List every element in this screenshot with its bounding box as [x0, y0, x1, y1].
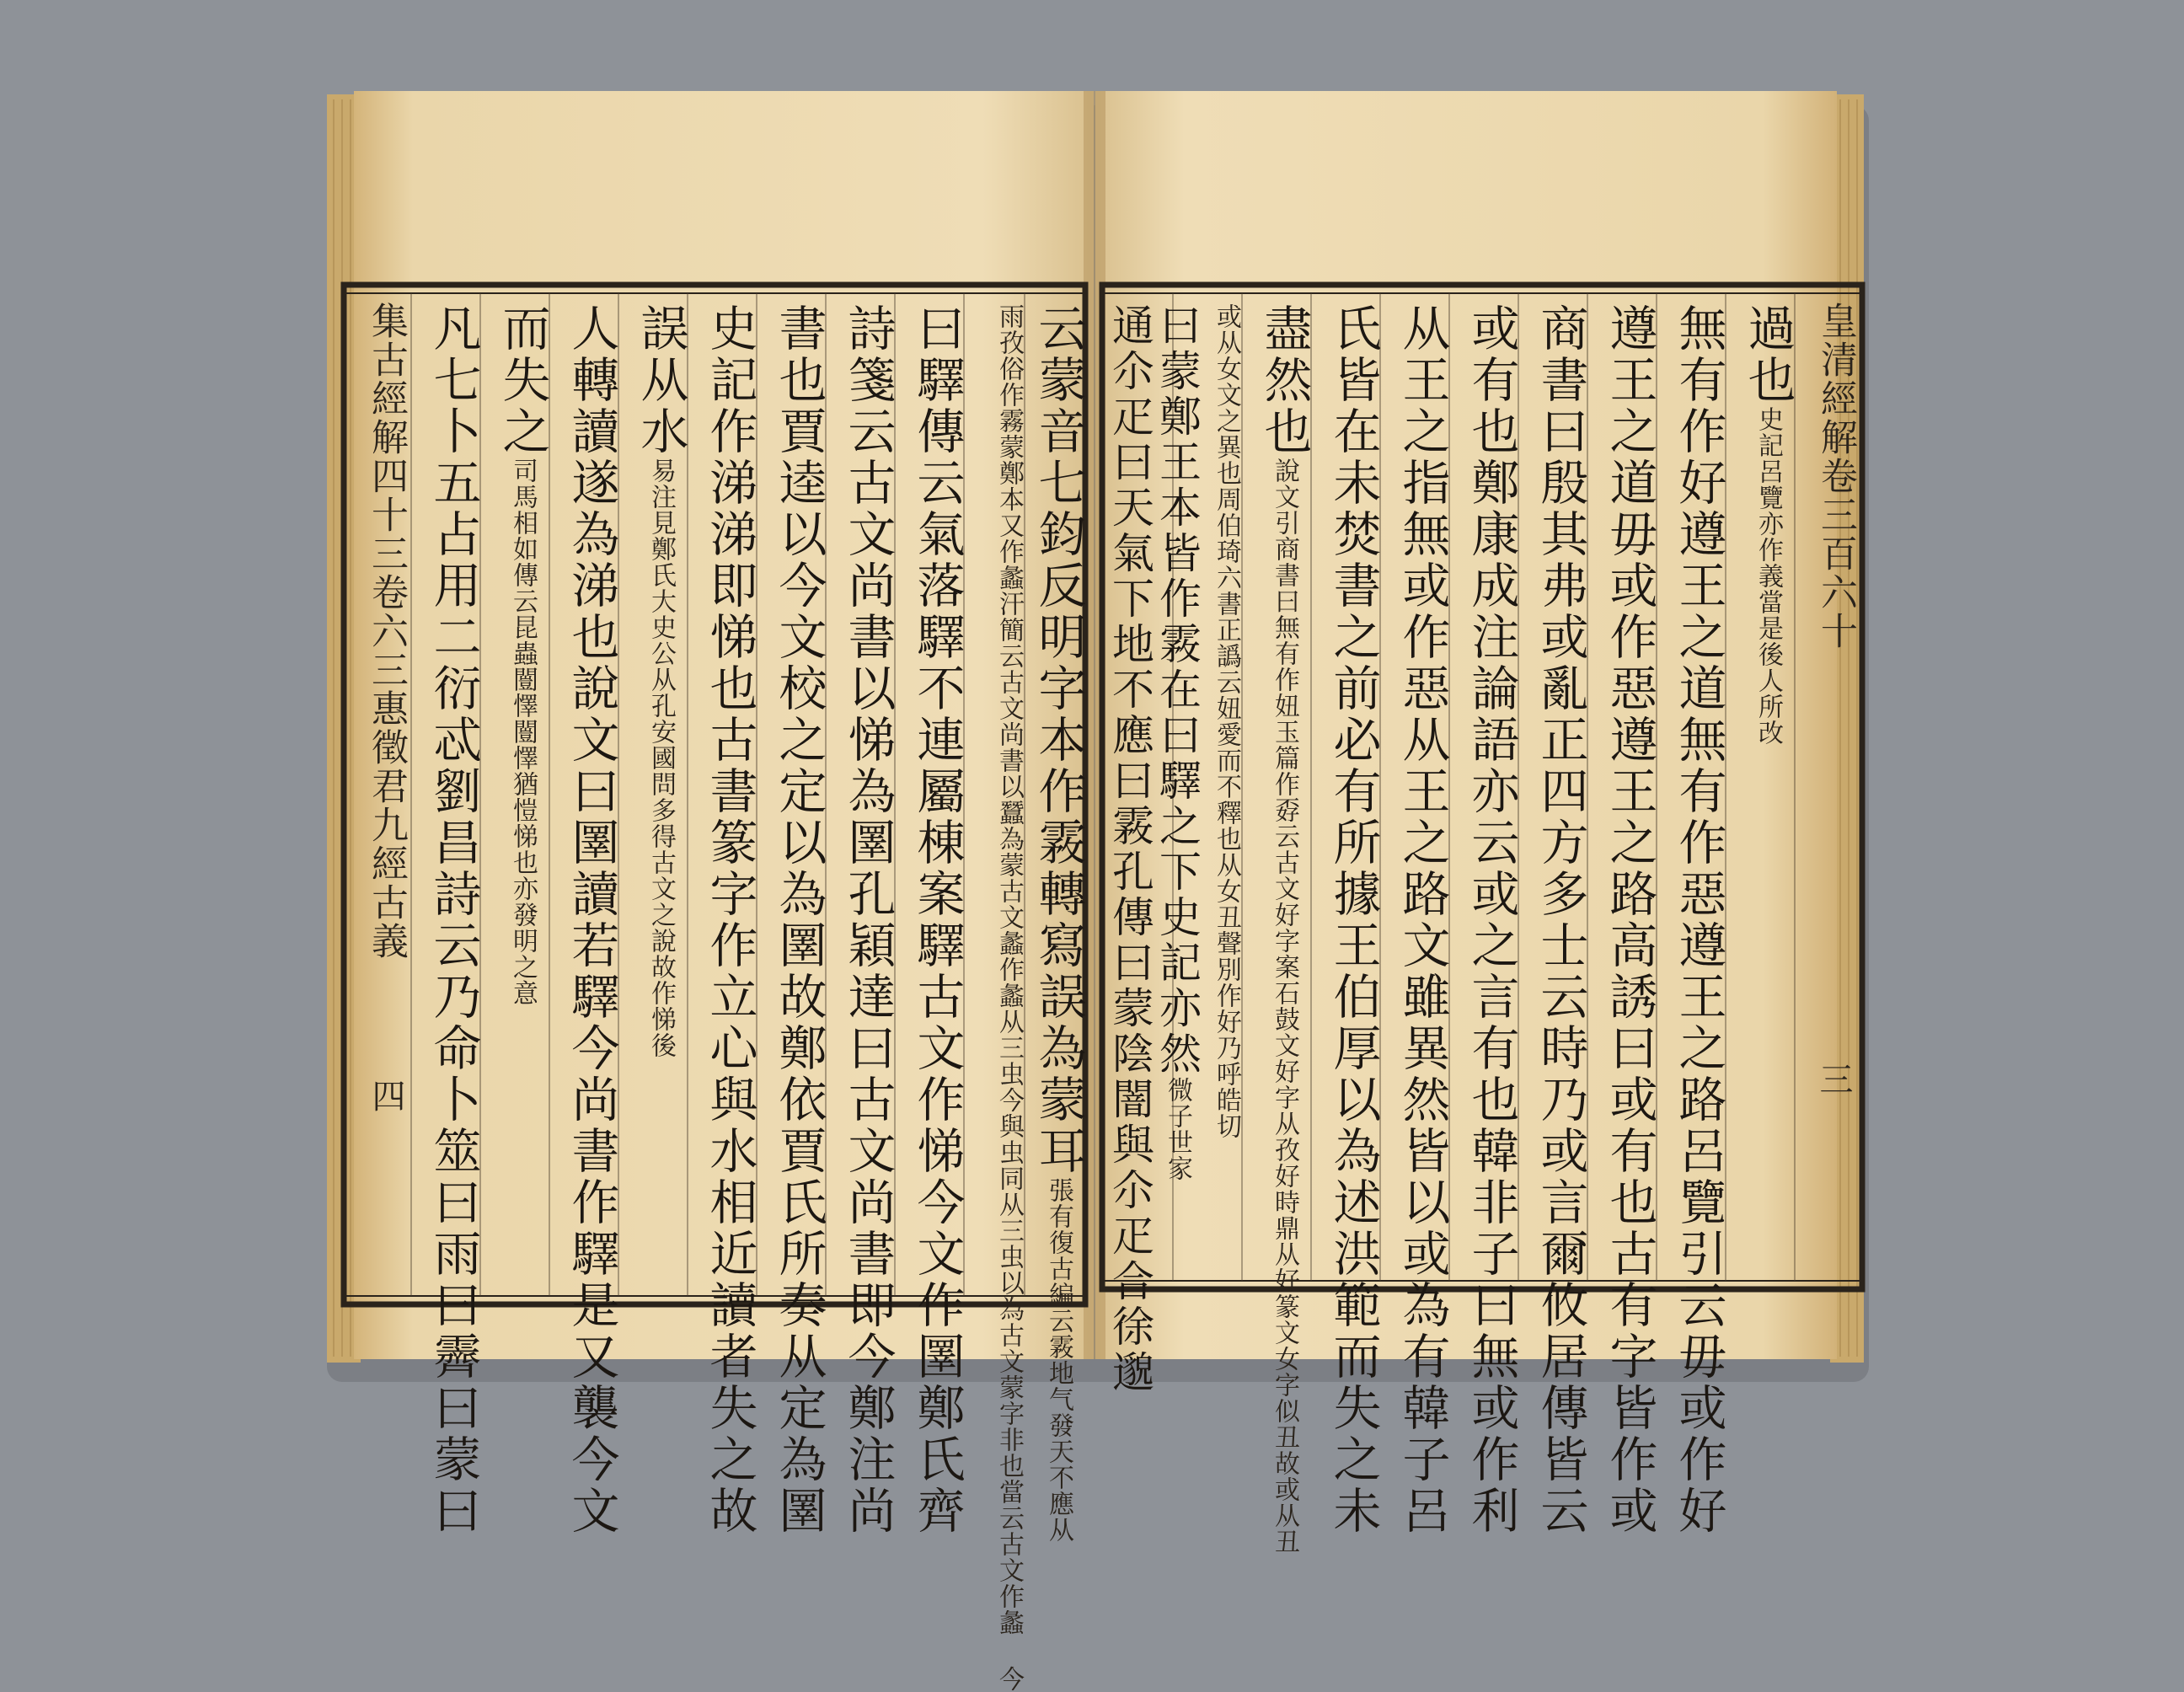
left-column-5: 書也賈逵以今文校之定以為圛故鄭依賈氏所奏从定為圛	[771, 303, 827, 1537]
left-column-6: 史記作涕涕即悌也古書篆字作立心與水相近讀者失之故	[702, 303, 757, 1537]
right-column-7: 氏皆在未焚書之前必有所據王伯厚以為述洪範而失之未	[1325, 303, 1381, 1537]
right-column-2: 無有作好遵王之道無有作惡遵王之路呂覽引云毋或作好	[1671, 303, 1726, 1537]
right-column-1: 過也史記呂覽亦作義當是後人所改	[1740, 303, 1796, 746]
right-page-header	[1803, 302, 1857, 774]
right-column-4: 商書曰殷其弗或亂正四方多士云時乃或言爾攸居傳皆云	[1533, 303, 1588, 1537]
left-column-10: 凡七卜五占用二衍忒劉昌詩云乃命卜筮曰雨曰霽曰蒙曰	[426, 303, 481, 1537]
left-header-title: 集古經解	[365, 302, 408, 457]
right-column-6: 从王之指無或作惡从王之路文雖異然皆以或為有韓子呂	[1394, 303, 1450, 1537]
right-column-11: 通尒疋曰天氣下地不應曰霚孔傳曰蒙陰闇與尒疋合徐邈	[1105, 303, 1154, 1395]
left-page-header	[354, 302, 408, 1060]
left-column-9: 而失之司馬相如傳云昆蟲闓懌闓懌猶愷悌也亦發明之意	[495, 303, 550, 1006]
left-column-8: 人轉讀遂為涕也說文曰圛讀若驛今尚書作驛是又襲今文	[564, 303, 619, 1537]
left-header-sub: 四十三卷六三	[365, 457, 408, 689]
right-column-10: 曰蒙鄭王本皆作霚在曰驛之下史記亦然微子世家	[1153, 303, 1202, 1181]
left-column-3: 曰驛傳云氣落驛不連屬棟案驛古文作悌今文作圛鄭氏齊	[909, 303, 965, 1537]
right-header-title: 皇清經解	[1814, 302, 1857, 457]
left-column-2: 雨孜俗作霧蒙鄭本又作蠡汗簡云古文尚書以蠶為蒙古文蠡作蠡从三虫今與虫同从三虫以為古文蒙字非也當云古文作蠡 今	[994, 303, 1024, 1692]
right-column-5: 或有也鄭康成注論語亦云或之言有也韓非子曰無或作利	[1464, 303, 1519, 1537]
left-column-7: 誤从水易注見鄭氏大史公从孔安國問多得古文之說故作悌後	[633, 303, 688, 1058]
left-column-4: 詩箋云古文尚書以悌為圛孔穎達曰古文尚書即今鄭注尚	[840, 303, 896, 1537]
right-page-number: 三	[1814, 1062, 1853, 1095]
left-page-number: 四	[367, 1079, 405, 1112]
left-header-tail: 惠徵君九經古義	[365, 689, 408, 961]
right-column-3: 遵王之道毋或作惡遵王之路高誘曰或有也古有字皆作或	[1602, 303, 1657, 1537]
left-column-1: 云蒙音七鈞反明字本作霚轉寫誤為蒙耳張有復古編云霚地气發天不應从	[1030, 303, 1086, 1543]
right-column-8: 盡然也說文引商書曰無有作妞玉篇作孬云古文好字案石鼓文好字从孜好時鼎从好篆文女字似丑故或从丑	[1256, 303, 1312, 1555]
right-header-sub: 卷三百六十	[1814, 457, 1857, 651]
right-column-9: 或从女文之異也周伯琦六書正譌云妞愛而不釋也从女丑聲別作好乃呼皓切	[1212, 303, 1241, 1139]
